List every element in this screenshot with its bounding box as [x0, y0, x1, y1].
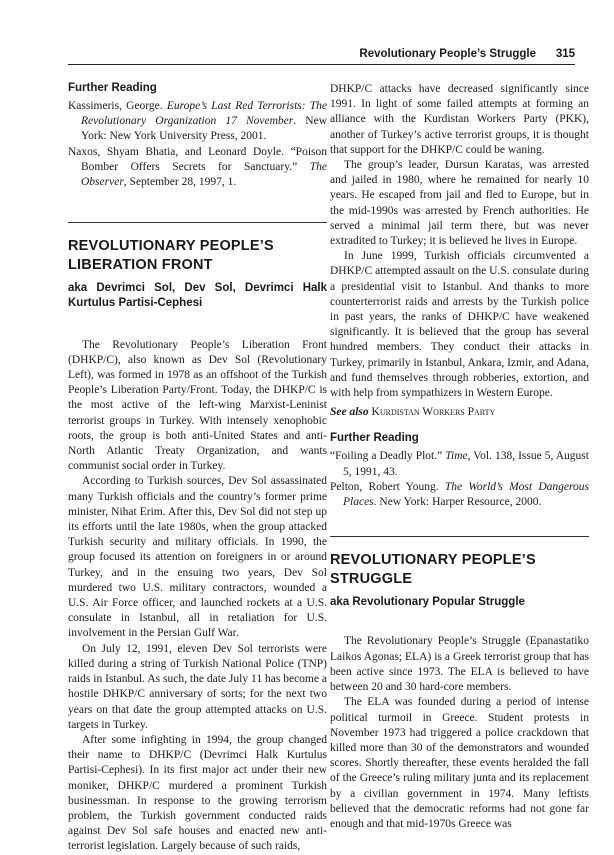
entry-title-line: REVOLUTIONARY PEOPLE’S [330, 552, 536, 569]
reference-details: , September 28, 1997, 1. [123, 176, 237, 189]
reference-title: The World’s Most Dangerous Places [343, 480, 589, 509]
reference-item [68, 145, 327, 191]
reference-authors: “Foiling a Deadly Plot.” [330, 450, 446, 463]
body-paragraph: The Revolutionary People’s Struggle (Epanastatiko Laikos Agonas; ELA) is a Greek terrorist group that has been active since 1973. The ELA is believed to have between 20 and 30 hard-core members. [330, 635, 589, 694]
body-paragraph: The group’s leader, Dursun Karatas, was arrested and jailed in 1980, where he remained for nearly 10 years. He escaped from jail and fled to Europe, but in the mid-1990s was arrested by French authorities. He served a minimal jail term there, but was never extradited to Turkey; it is believed he lives in Europe. [330, 159, 589, 248]
body-paragraph: On July 12, 1991, eleven Dev Sol terrorists were killed during a string of Turkish National Police (TNP) raids in Istanbul. As such, the date July 11 has become a hostile DHKP/C anniversary of sorts; for the next two years on that date the group attempted attacks on U.S. targets in Turkey. [68, 642, 327, 731]
reference-authors: Naxos, Shyam Bhatia, and Leonard Doyle. “Poison Bomber Offers Secrets for Sanctuary.” [68, 145, 327, 173]
body-paragraph: After some infighting in 1994, the group changed their name to DHKP/C (Devrimci Halk Kurtulus Partisi-Cephesi). In its first major act under their new moniker, DHKP/C murdered a prominent Turkish businessman. In response to the growing terrorism problem, the Turkish government conducted raids against Dev Sol safe houses and enacted new anti-terrorist legislation. Largely because of such raids, [68, 733, 327, 853]
reference-title: The Observer [81, 160, 327, 189]
reference-item [330, 480, 589, 510]
reference-details: . New York: Harper Resource, 2000. [373, 496, 542, 509]
entry-title-line: STRUGGLE [330, 571, 413, 588]
body-paragraph: The ELA was founded during a period of intense political turmoil in Greece. Student protests in November 1973 had triggered a police crackdown that killed more than 30 of the demonstrators and wounded scores. Shortly thereafter, these events heralded the fall of the Greece’s ruling military junta and its replacement by a civilian government in 1974. Many leftists believed that the democratic reforms had not gone far enough and that mid-1970s Greece was [330, 696, 589, 830]
header-rule [68, 64, 575, 65]
running-head-title: Revolutionary People’s Struggle [359, 48, 536, 60]
reference-details: , Vol. 138, Issue 5, August 5, 1991, 43. [343, 450, 589, 478]
body-paragraph: In June 1999, Turkish officials circumvented a DHKP/C attempted assault on the U.S. consulate during a presidential visit to Istanbul. And thanks to more counterterrorist raids and arrests by the Turkish police in past years, the ranks of DHKP/C have weakened significantly. It is believed that the group has several hundred members. They conduct their attacks in Turkey, primarily in Istanbul, Ankara, Izmir, and Adana, and fund themselves through robberies, extortion, and with help from sympathizers in Western Europe. [330, 250, 589, 400]
reference-item [330, 449, 589, 479]
reference-details: . New York: New York University Press, 2001. [81, 115, 327, 143]
entry-divider [68, 222, 327, 223]
aka-names: aka Revolutionary Popular Struggle [330, 596, 525, 609]
running-head [0, 46, 614, 66]
body-paragraph: DHKP/C attacks have decreased significantly since 1991. In light of some failed attempts at forming an alliance with the Kurdistan Workers Party (PKK), another of Turkey’s active terrorist groups, it is thought that support for the DHKP/C could be waning. [330, 83, 589, 156]
further-reading-heading: Further Reading [68, 82, 157, 94]
further-reading-heading: Further Reading [330, 432, 419, 445]
right-column [330, 82, 589, 832]
see-also-label: See also [330, 406, 369, 419]
body-paragraph: According to Turkish sources, Dev Sol assassinated many Turkish officials and the country’s former prime minister, Nihat Erim. After this, Dev Sol did not step up its efforts until the late 1980s, when the group attacked Turkish security and military officials. In 1990, the group focused its attention on foreigners in or around Turkey, and in the ensuing two years, Dev Sol murdered two U.S. military contractors, wounded a U.S. Air Force officer, and launched rockets at a U.S. consulate in Istanbul, all in retaliation for U.S. involvement in the Persian Gulf War. [68, 475, 327, 640]
aka-names: aka Devrimci Sol, Dev Sol, Devrimci Halk Kurtulus Partisi-Cephesi [68, 282, 327, 310]
entry-title-liberation-front [68, 237, 327, 275]
body-paragraph: The Revolutionary People’s Liberation Front (DHKP/C), also known as Dev Sol (Revolutionary Left), was formed in 1978 as an offshoot of the Turkish People’s Liberation Party/Front. Today, the DHKP/C is the most active of the left-wing Marxist-Leninist terrorist groups in Turkey. With intensely xenophobic roots, the group is both anti-United States and anti-North Atlantic Treaty Organization, and wants communist social order in Turkey. [68, 338, 327, 473]
reference-authors: Kassimeris, George. [68, 100, 167, 112]
reference-title: Time [445, 450, 468, 463]
see-also-link[interactable]: Kurdistan Workers Party [371, 406, 496, 419]
reference-title: Europe’s Last Red Terrorists: The Revolutionary Organization 17 November [81, 100, 327, 128]
entry-title-line: REVOLUTIONARY PEOPLE’S [68, 238, 274, 255]
reference-authors: Pelton, Robert Young. [330, 480, 445, 493]
see-also [330, 405, 589, 420]
entry-divider [330, 536, 589, 537]
page-number: 315 [555, 48, 575, 60]
left-column [68, 82, 327, 855]
entry-title-line: LIBERATION FRONT [68, 257, 213, 274]
entry-title-peoples-struggle [330, 551, 589, 589]
reference-item [68, 99, 327, 145]
